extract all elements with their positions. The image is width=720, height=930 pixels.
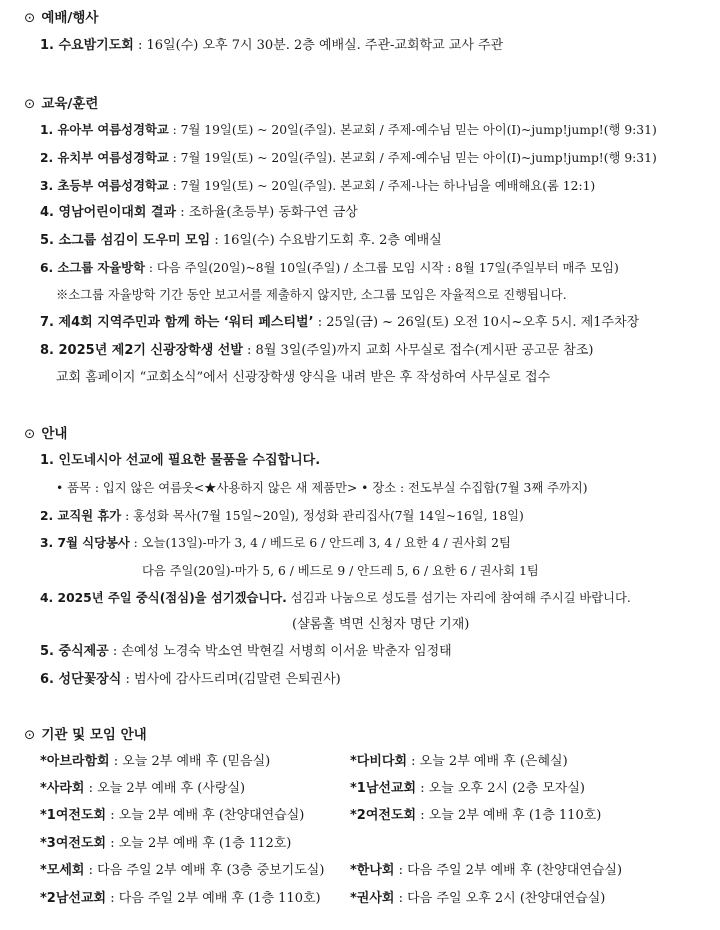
item-label: *아브라함회 (40, 754, 110, 769)
bullet-icon: ⊙ (24, 727, 36, 743)
note-text: (샬롬홀 벽면 신청자 명단 기재) (292, 617, 470, 632)
item-text: : 홍성화 목사(7월 15일~20일), 정성화 관리집사(7월 14일~16일, 18일) (125, 509, 524, 523)
note-text: ※소그룹 자율방학 기간 동안 보고서를 제출하지 않지만, 소그룹 모임은 자율적으로 진행됩니다. (56, 288, 567, 302)
item-text: : 오늘 2부 예배 후 (1층 110호) (420, 808, 602, 823)
note-text: 교회 홈페이지 “교회소식”에서 신광장학생 양식을 내려 받은 후 작성하여 사무실로 접수 (56, 370, 551, 385)
item-label: *2여전도회 (350, 808, 417, 823)
list-item (40, 506, 524, 526)
section-title: 기관 및 모임 안내 (41, 727, 147, 743)
item-label: 7. 제4회 지역주민과 함께 하는 ‘워터 페스티벌’ (40, 315, 314, 330)
list-item (40, 451, 320, 471)
section-title: 예배/행사 (41, 10, 99, 26)
list-item (40, 834, 291, 854)
note-text: • 품목 : 입지 않은 여름옷<★사용하지 않은 새 제품만> • 장소 : 전도부실 수집함(7월 3째 주까지) (56, 481, 588, 495)
list-item (350, 889, 605, 909)
bullet-icon: ⊙ (24, 96, 36, 112)
item-text: : 조하율(초등부) 동화구연 금상 (180, 205, 358, 220)
list-item (40, 588, 631, 608)
list-item (40, 806, 304, 826)
list-item (40, 533, 511, 553)
item-text: : 다음 주일 오후 2시 (찬양대연습실) (398, 891, 606, 906)
item-text: : 다음 주일 2부 예배 후 (1층 110호) (110, 891, 321, 906)
item-label: *1여전도회 (40, 808, 107, 823)
item-label: *1남선교회 (350, 781, 417, 796)
item-text: : 다음 주일(20일)~8월 10일(주일) / 소그룹 모임 시작 : 8월 17일(주일부터 매주 모임) (148, 261, 619, 275)
section-title: 교육/훈련 (41, 96, 99, 112)
list-item (40, 670, 341, 690)
item-label: 5. 소그룹 섬김이 도우미 모임 (40, 233, 211, 248)
note-text: 다음 주일(20일)-마가 5, 6 / 베드로 9 / 안드레 5, 6 / 요한 6 / 권사회 1팀 (142, 564, 539, 578)
item-text: : 오늘 2부 예배 후 (사랑실) (88, 781, 246, 796)
item-text: : 16일(수) 수요밤기도회 후. 2층 예배실 (214, 233, 442, 248)
item-text: : 오늘 2부 예배 후 (찬양대연습실) (110, 808, 305, 823)
section-heading-worship (24, 8, 98, 28)
item-text: : 오늘(13일)-마가 3, 4 / 베드로 6 / 안드레 3, 4 / 요한 4 / 권사회 2팀 (133, 536, 511, 550)
list-item (40, 889, 321, 909)
item-text: : 7월 19일(토) ~ 20일(주일). 본교회 / 주제-예수님 믿는 아이(I)~jump!jump!(행 9:31) (172, 123, 657, 137)
list-item (350, 861, 622, 881)
item-label: *한나회 (350, 863, 395, 878)
item-label: 3. 7월 식당봉사 (40, 536, 130, 550)
list-item (40, 176, 595, 196)
item-text: : 오늘 2부 예배 후 (1층 112호) (110, 836, 292, 851)
item-label: 6. 성단꽃장식 (40, 672, 122, 687)
item-label: 4. 2025년 주일 중식(점심)을 섬기겠습니다. (40, 591, 287, 605)
item-label: 1. 인도네시아 선교에 필요한 물품을 수집합니다. (40, 453, 321, 468)
item-text: : 8월 3일(주일)까지 교회 사무실로 접수(게시판 공고문 참조) (247, 343, 594, 358)
section-title: 안내 (41, 426, 68, 442)
list-item (40, 120, 657, 140)
item-label: *사라회 (40, 781, 85, 796)
list-item (350, 806, 601, 826)
list-item (350, 752, 568, 772)
list-item (40, 258, 619, 278)
item-label: *2남선교회 (40, 891, 107, 906)
item-label: 3. 초등부 여름성경학교 (40, 179, 169, 193)
item-text: : 16일(수) 오후 7시 30분. 2층 예배실. 주관-교회학교 교사 주관 (138, 38, 504, 53)
item-label: *다비다회 (350, 754, 408, 769)
item-label: 2. 유치부 여름성경학교 (40, 151, 169, 165)
item-label: 1. 수요밤기도회 (40, 38, 134, 53)
item-text: : 다음 주일 2부 예배 후 (찬양대연습실) (398, 863, 623, 878)
item-text: : 오늘 2부 예배 후 (은혜실) (411, 754, 568, 769)
list-item (40, 752, 270, 772)
item-label: 5. 중식제공 (40, 644, 109, 659)
item-text: : 다음 주일 2부 예배 후 (3층 중보기도실) (88, 863, 325, 878)
bullet-icon: ⊙ (24, 10, 36, 26)
item-label: 6. 소그룹 자율방학 (40, 261, 145, 275)
item-text: : 7월 19일(토) ~ 20일(주일). 본교회 / 주제-나는 하나님을 예배해요(롬 12:1) (172, 179, 596, 193)
list-item (40, 861, 324, 881)
list-item (40, 341, 593, 361)
list-item (40, 313, 639, 333)
item-label: *3여전도회 (40, 836, 107, 851)
list-item (350, 779, 585, 799)
section-heading-education (24, 94, 98, 114)
list-item (40, 36, 503, 56)
section-heading-groups (24, 725, 147, 745)
item-text: : 범사에 감사드리며(김말련 은퇴권사) (125, 672, 341, 687)
item-label: 1. 유아부 여름성경학교 (40, 123, 169, 137)
item-text: : 25일(금) ~ 26일(토) 오전 10시~오후 5시. 제1주차장 (317, 315, 640, 330)
list-item (40, 203, 358, 223)
bullet-icon: ⊙ (24, 426, 36, 442)
item-label: *모세회 (40, 863, 85, 878)
list-item (40, 231, 442, 251)
list-item (40, 148, 657, 168)
list-item (40, 779, 245, 799)
item-text: : 오늘 오후 2시 (2층 모자실) (420, 781, 585, 796)
item-label: *권사회 (350, 891, 395, 906)
item-label: 8. 2025년 제2기 신광장학생 선발 (40, 343, 243, 358)
item-text: : 오늘 2부 예배 후 (믿음실) (113, 754, 271, 769)
item-text: 섬김과 나눔으로 성도를 섬기는 자리에 참여해 주시길 바랍니다. (290, 591, 631, 605)
item-text: : 7월 19일(토) ~ 20일(주일). 본교회 / 주제-예수님 믿는 아이(I)~jump!jump!(행 9:31) (172, 151, 657, 165)
list-item (40, 642, 452, 662)
item-label: 4. 영남어린이대회 결과 (40, 205, 177, 220)
section-heading-notice (24, 424, 67, 444)
item-label: 2. 교직원 휴가 (40, 509, 122, 523)
item-text: : 손예성 노경숙 박소연 박현길 서병희 이서윤 박춘자 임정태 (112, 644, 452, 659)
